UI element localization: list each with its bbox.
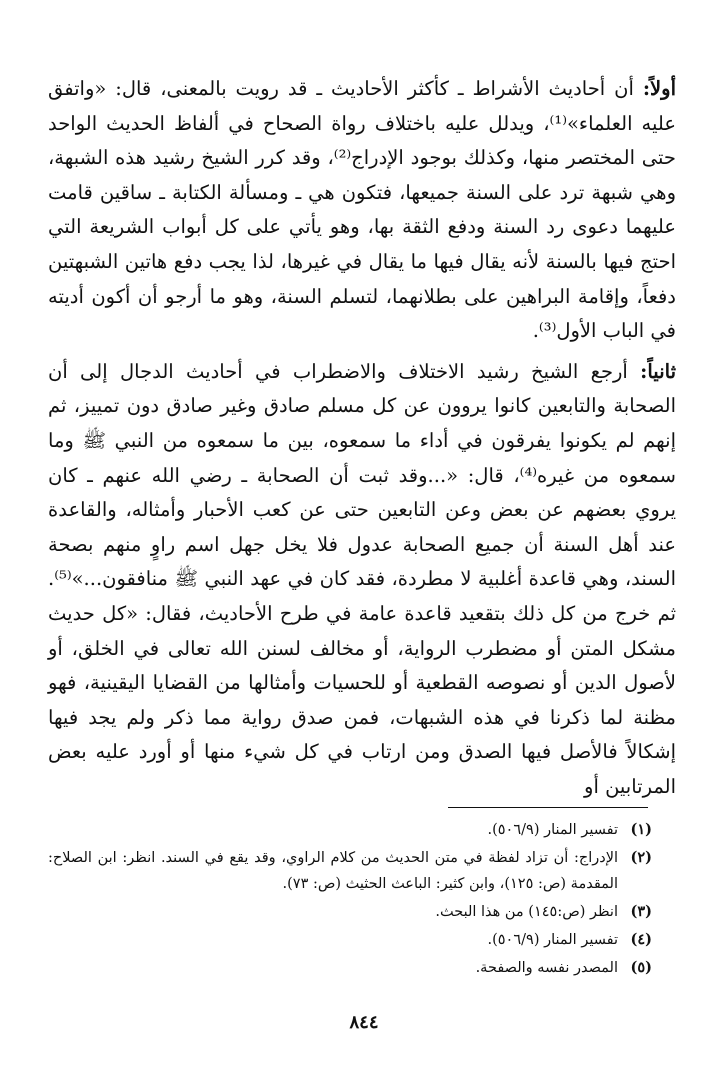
footnote-item xyxy=(48,955,652,981)
footnote-text: انظر (ص:١٤٥) من هذا البحث. xyxy=(435,904,618,920)
footnote-number: (٢) xyxy=(630,849,652,866)
footnote-item xyxy=(48,845,652,897)
footnote-number: (١) xyxy=(630,821,652,838)
footnote-text: تفسير المنار (٥٠٦/٩). xyxy=(487,932,618,948)
footnote-number: (٥) xyxy=(630,959,652,976)
main-text xyxy=(48,72,676,804)
footnote-text: المصدر نفسه والصفحة. xyxy=(475,960,618,976)
paragraph-lead-first: أولاً: xyxy=(642,77,676,100)
footnote-number: (٤) xyxy=(630,931,652,948)
page-number: ٨٤٤ xyxy=(349,1012,379,1033)
footnote-text: تفسير المنار (٥٠٦/٩). xyxy=(487,822,618,838)
footnote-item xyxy=(48,899,652,925)
footnote-item xyxy=(48,817,652,843)
paragraph-body-second: أرجع الشيخ رشيد الاختلاف والاضطراب في أحاديث الدجال إلى أن الصحابة والتابعين كانوا يروون عن كل مسلم صادق وغير صادق دون تمييز، ثم إنهم لم يكونوا يفرقون في أداء ما سمعوه، بين ما سمعوه من النبي ﷺ وما سمعوه من غيره⁽⁴⁾، قال: «...وقد ثبت أن الصحابة ـ رضي الله عنهم ـ كان يروي بعضهم عن بعض وعن التابعين حتى عن كعب الأحبار وأمثاله، والقاعدة عند أهل السنة أن جميع الصحابة عدول فلا يخل جهل اسم راوٍ منهم بصحة السند، وهي قاعدة أغلبية لا مطردة، فقد كان في عهد النبي ﷺ منافقون...»⁽⁵⁾. ثم خرج من كل ذلك بتقعيد قاعدة عامة في طرح الأحاديث، فقال: «كل حديث مشكل المتن أو مضطرب الرواية، أو مخالف لسنن الله تعالى في الخلق، أو لأصول الدين أو نصوصه القطعية أو للحسيات وأمثالها من القضايا اليقينية، فهو مظنة لما ذكرنا في هذه الشبهات، فمن صدق رواية مما ذكر ولم يجد فيها إشكالاً فالأصل فيها الصدق ومن ارتاب في كل شيء منها أو أورد عليه بعض المرتابين أو xyxy=(48,359,676,798)
footnote-item xyxy=(48,927,652,953)
paragraph-lead-second: ثانياً: xyxy=(640,359,676,383)
footnote-text: الإدراج: أن تزاد لفظة في متن الحديث من كلام الراوي، وقد يقع في السند. انظر: ابن الصلاح: المقدمة (ص: ١٢٥)، وابن كثير: الباعث الحثيث (ص: ٧٣). xyxy=(48,850,618,892)
paragraph-first xyxy=(48,72,676,349)
footnote-divider xyxy=(448,807,648,808)
footnotes xyxy=(48,817,652,983)
footnote-number: (٣) xyxy=(630,903,652,920)
paragraph-body-first: أن أحاديث الأشراط ـ كأكثر الأحاديث ـ قد رويت بالمعنى، قال: «واتفق عليه العلماء»⁽¹⁾، ويدلل عليه باختلاف رواة الصحاح في ألفاظ الحديث الواحد حتى المختصر منها، وكذلك بوجود الإدراج⁽²⁾، وقد كرر الشيخ رشيد هذه الشبهة، وهي شبهة ترد على السنة جميعها، فتكون هي ـ ومسألة الكتابة ـ ساقين قامت عليهما دعوى رد السنة ودفع الثقة بها، وهو يأتي على كل أبواب الشريعة التي احتج فيها بالسنة لأنه يقال فيها ما يقال في غيرها، لذا يجب دفع هاتين الشبهتين دفعاً، وإقامة البراهين على بطلانهما، لتسلم السنة، وهو ما أرجو أن أكون أديته في الباب الأول⁽³⁾. xyxy=(48,77,676,343)
paragraph-second xyxy=(48,355,676,805)
